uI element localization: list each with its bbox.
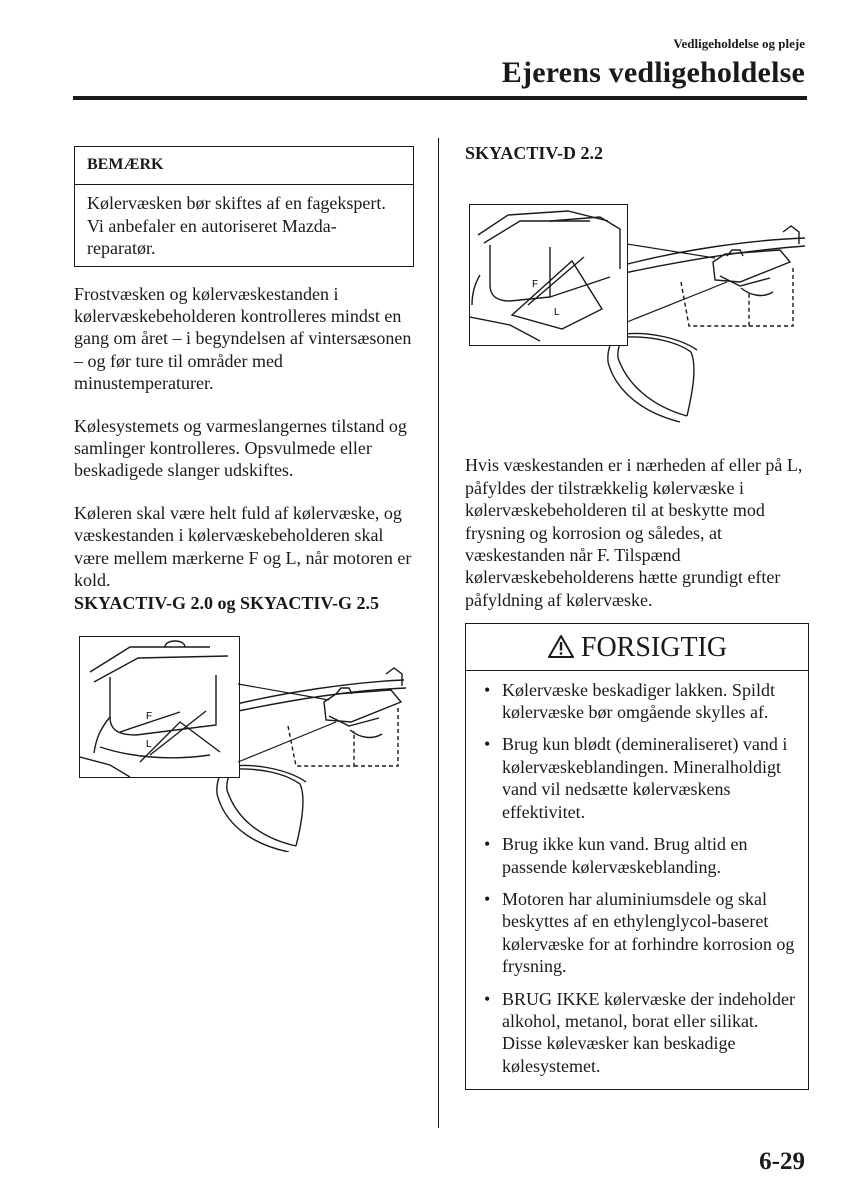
- figure-label-f: F: [146, 710, 153, 722]
- figure-label-f: F: [532, 279, 539, 291]
- figure-petrol-inset: [79, 636, 240, 778]
- right-column: [465, 142, 810, 1090]
- paragraph-radiator-level: Køleren skal være helt fuld af kølervæske, og væskestanden i kølervæskebeholderen skal være mellem mærkerne F og L, når motoren er kold.: [74, 502, 412, 591]
- caution-list: [466, 671, 808, 1090]
- note-title: BEMÆRK: [75, 147, 413, 185]
- paragraph-refill: Hvis væskestanden er i nærheden af eller på L, påfyldes der tilstrækkelig kølervæske i kølervæskebeholderen til at beskytte mod frysning og korrosion og således, at væskestanden når F. Tilspænd kølervæskebeholderens hætte grundigt efter påfyldning af kølervæske.: [465, 455, 803, 610]
- paragraph-hoses: Kølesystemets og varmeslangernes tilstand og samlinger kontrolleres. Opsvulmede eller beskadigede slanger udskiftes.: [74, 415, 407, 481]
- warning-triangle-icon: [547, 634, 575, 659]
- note-body: Kølervæsken bør skiftes af en fagekspert. Vi anbefaler en autoriseret Mazda-reparatør.: [87, 193, 386, 259]
- paragraph-antifreeze: Frostvæsken og kølervæskestanden i kølervæskebeholderen kontrolleres mindst en gang om året – i begyndelsen af vintersæsonen – og før ture til områder med minustemperaturer.: [74, 283, 412, 394]
- note-box: [74, 146, 414, 267]
- figure-label-l: L: [146, 738, 152, 750]
- caution-item: • Motoren har aluminiumsdele og skal beskyttes af en ethylenglycol-baseret kølervæske for at forhindre korrosion og frysning.: [478, 888, 796, 978]
- caution-item: • BRUG IKKE kølervæske der indeholder alkohol, metanol, borat eller silikat. Disse kølevæsker kan beskadige kølesystemet.: [478, 988, 796, 1078]
- page-title: Ejerens vedligeholdelse: [501, 56, 805, 89]
- caution-item: • Kølervæske beskadiger lakken. Spildt kølervæske bør omgående skylles af.: [478, 679, 796, 724]
- caution-item: • Brug kun blødt (demineraliseret) vand i kølervæskeblandingen. Mineralholdigt vand vil nedsætte kølervæskens effektivitet.: [478, 733, 796, 823]
- figure-heading-diesel: SKYACTIV-D 2.2: [465, 143, 604, 163]
- caution-header: [466, 624, 808, 670]
- figure-heading-petrol: SKYACTIV-G 2.0 og SKYACTIV-G 2.5: [74, 592, 380, 613]
- figure-diesel: [465, 184, 810, 424]
- column-divider: [438, 138, 439, 1128]
- coolant-reservoir-illustration: [80, 637, 239, 777]
- coolant-reservoir-illustration: [470, 205, 627, 345]
- caution-item: • Brug ikke kun vand. Brug altid en passende kølervæskeblanding.: [478, 833, 796, 878]
- figure-label-l: L: [554, 307, 560, 319]
- figure-petrol: [74, 622, 419, 852]
- caution-title: FORSIGTIG: [580, 632, 728, 664]
- figure-diesel-inset: [469, 204, 628, 346]
- caution-box: [465, 623, 809, 1090]
- section-name: Vedligeholdelse og pleje: [673, 36, 805, 51]
- page-number: 6-29: [759, 1148, 805, 1175]
- left-column: [74, 146, 419, 852]
- header-rule: [73, 96, 807, 100]
